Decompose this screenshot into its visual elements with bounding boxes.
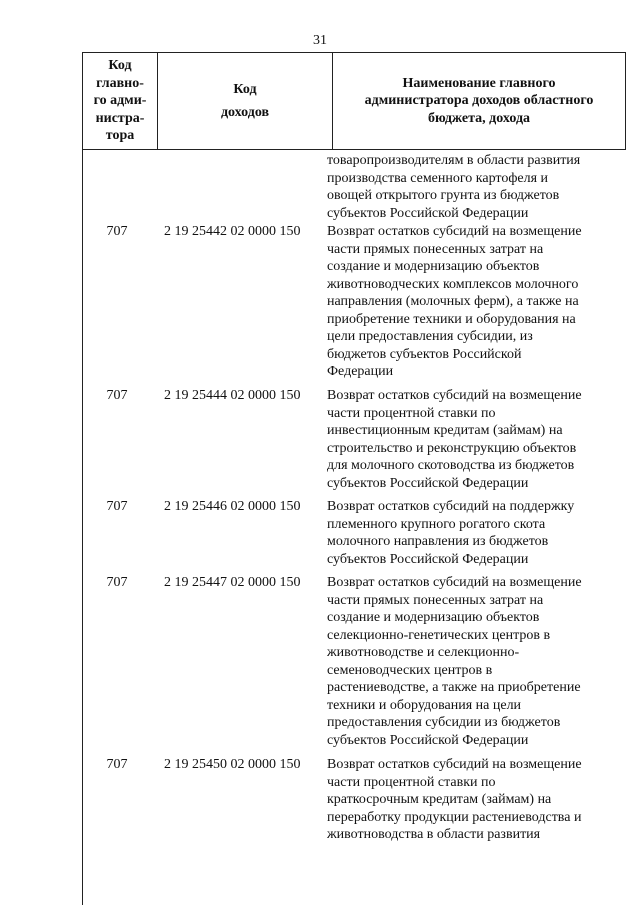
text-line: приобретение техники и оборудования на [327,311,576,327]
revenue-name-cell [327,756,610,844]
revenue-name-cell [327,223,610,381]
text-line: товаропроизводителям в области развития [327,153,581,168]
header-name-line: Наименование главного [402,75,556,91]
header-admin-line: главно- [96,75,144,91]
text-line: переработку продукции растениеводства и [327,809,582,825]
text-line: части прямых понесенных затрат на [327,241,544,257]
text-line: животноводческих комплексов молочного [327,276,579,292]
continuation-text [327,152,607,222]
table-header [82,52,626,150]
text-line: части прямых понесенных затрат на [327,592,544,608]
admin-code-cell: 707 [106,575,128,590]
header-name-line: администратора доходов областного [364,93,594,109]
header-name-line: бюджета, дохода [427,110,531,126]
text-line: создание и модернизацию объектов [327,259,540,274]
text-line: животноводства в области развития [327,827,541,842]
header-admin-code [83,53,158,150]
text-line: Возврат остатков субсидий на возмещение [327,224,582,239]
admin-code-cell: 707 [106,388,128,403]
text-line: предоставления субсидии из бюджетов [327,715,561,730]
header-admin-line: го адми- [93,93,147,109]
text-line: цели предоставления субсидии, из [327,329,533,344]
header-admin-line: Код [108,58,132,74]
revenue-code-cell: 2 19 25450 02 0000 150 [164,757,301,772]
text-line: семеноводческих центров в [327,662,493,678]
revenue-name-cell [327,498,610,568]
text-line: создание и модернизацию объектов [327,610,540,625]
text-line: Возврат остатков субсидий на поддержку [327,499,575,514]
text-line: части процентной ставки по [327,405,496,421]
text-line: Возврат остатков субсидий на возмещение [327,575,582,590]
header-code-line: Код [233,81,257,97]
text-line: животноводстве и селекционно- [327,645,520,660]
text-line: субъектов Российской Федерации [327,475,529,491]
text-line: Федерации [327,364,394,379]
admin-code-cell: 707 [106,499,128,514]
text-line: инвестиционным кредитам (займам) на [327,423,563,438]
header-admin-line: нистра- [95,110,145,126]
text-line: техники и оборудования на цели [327,697,522,713]
text-line: субъектов Российской Федерации [327,205,529,221]
text-line: молочного направления из бюджетов [327,534,549,549]
text-line: субъектов Российской Федерации [327,551,529,567]
header-name [333,53,626,150]
revenue-name-cell [327,387,610,492]
text-line: Возврат остатков субсидий на возмещение [327,757,582,772]
header-code-line: доходов [220,105,270,120]
revenue-code-cell: 2 19 25447 02 0000 150 [164,575,301,590]
text-line: растениеводстве, а также на приобретение [327,680,581,695]
table-left-border [82,149,83,905]
text-line: субъектов Российской Федерации [327,732,529,748]
text-line: части процентной ставки по [327,774,496,790]
revenue-name-cell [327,574,610,749]
text-line: строительство и реконструкцию объектов [327,440,577,456]
header-revenue-code [158,53,333,150]
text-line: для молочного скотоводства из бюджетов [327,458,575,473]
page-number: 31 [313,33,327,48]
admin-code-cell: 707 [106,757,128,772]
text-line: направления (молочных ферм), а также на [327,294,579,309]
text-line: селекционно-генетических центров в [327,627,551,643]
text-line: овощей открытого грунта из бюджетов [327,188,560,203]
revenue-code-cell: 2 19 25442 02 0000 150 [164,224,301,239]
text-line: Возврат остатков субсидий на возмещение [327,388,582,403]
header-admin-line: тора [105,128,135,144]
text-line: производства семенного картофеля и [327,170,549,186]
admin-code-cell: 707 [106,224,128,239]
text-line: краткосрочным кредитам (займам) на [327,792,552,807]
text-line: бюджетов субъектов Российской [327,346,522,362]
revenue-code-cell: 2 19 25444 02 0000 150 [164,388,301,403]
revenue-code-cell: 2 19 25446 02 0000 150 [164,499,301,514]
text-line: племенного крупного рогатого скота [327,516,546,532]
